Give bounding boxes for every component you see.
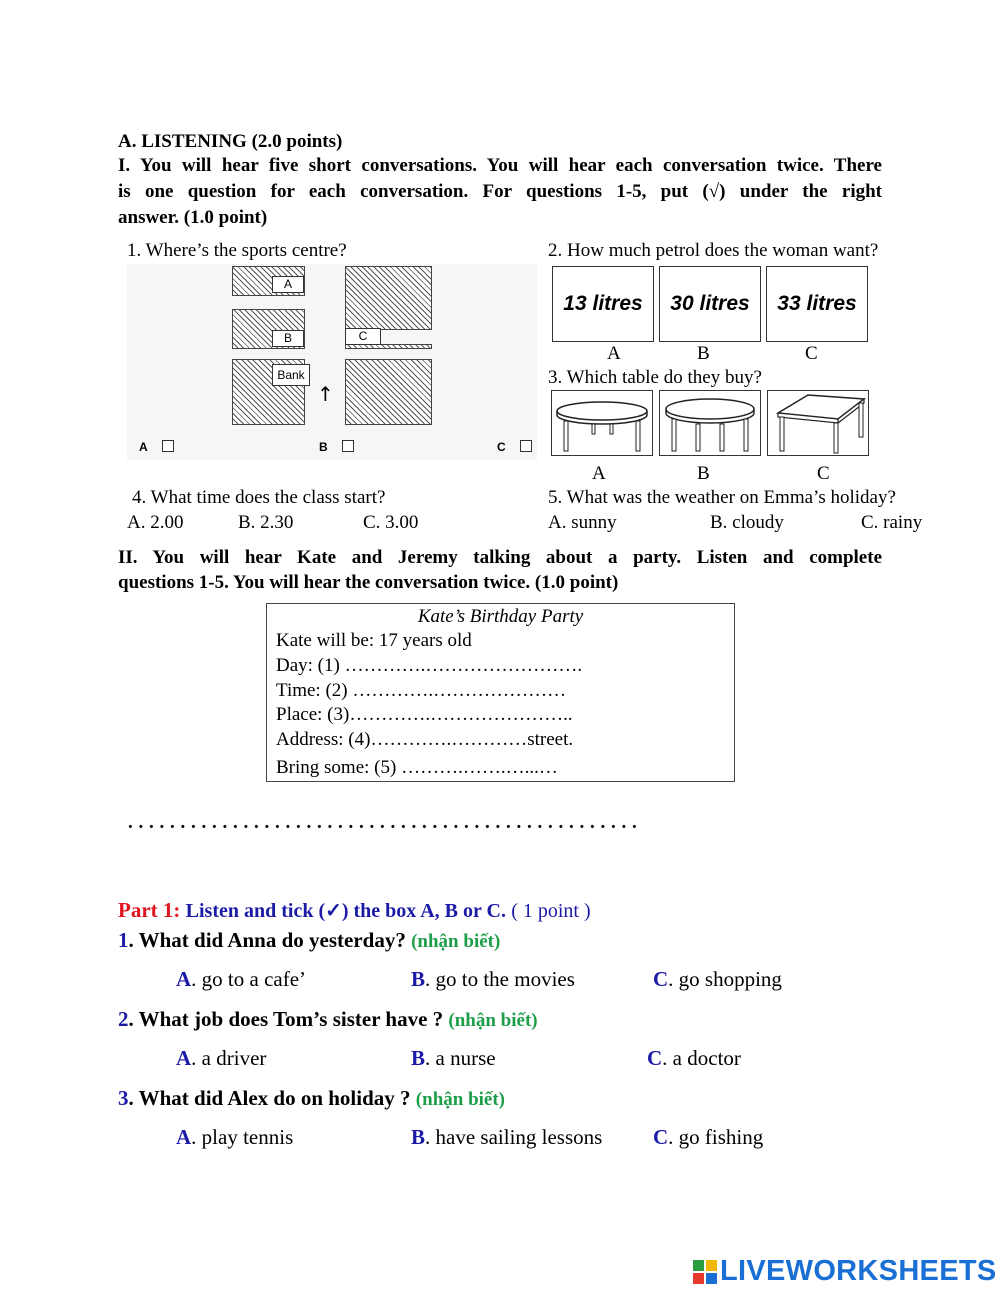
q1-option-a[interactable] [176, 967, 306, 992]
option-letter: C [653, 967, 669, 991]
option-letter: A [176, 967, 192, 991]
option-text: . a driver [191, 1046, 267, 1070]
table-option-b [659, 390, 761, 456]
q4-option-b: B. 2.30 [238, 512, 294, 533]
part1-question-2 [118, 1007, 538, 1032]
q1-option-b[interactable] [411, 967, 575, 992]
map-figure [127, 264, 537, 460]
question-text: . What job does Tom’s sister have ? [128, 1007, 444, 1031]
option-text: . go to the movies [425, 967, 575, 991]
party-info-box [266, 603, 735, 782]
checkbox-a[interactable] [162, 440, 174, 452]
part1-instruction: Listen and tick (✓) the box A, B or C. [185, 900, 506, 922]
section-title: A. LISTENING (2.0 points) [118, 131, 343, 152]
question-5: 5. What was the weather on Emma’s holiday? [548, 487, 896, 508]
q3-letter-c: C [817, 463, 830, 484]
option-text: . a nurse [425, 1046, 496, 1070]
separator-dots: . . . . . . . . . . . . . . . . . . . . . . . . . . . . . . . . . . . . . . . . . . . . . . . . . [128, 812, 638, 833]
option-33-litres: 33 litres [766, 266, 868, 342]
question-2: 2. How much petrol does the woman want? [548, 240, 879, 261]
option-letter: A [176, 1046, 192, 1070]
q3-letter-b: B [697, 463, 710, 484]
level-badge: (nhận biết) [448, 1010, 538, 1031]
brand-name: LIVEWORKSHEETS [720, 1255, 997, 1287]
part1-question-3 [118, 1086, 505, 1111]
question-1 [127, 240, 347, 262]
q2-option-a[interactable] [176, 1046, 266, 1071]
q1-option-c[interactable] [653, 967, 782, 992]
option-letter: A [176, 1125, 192, 1149]
q5-option-c: C. rainy [861, 512, 923, 533]
map-label-bank: Bank [272, 364, 310, 386]
table-option-a [551, 390, 653, 456]
map-block [345, 359, 432, 425]
level-badge: (nhận biết) [411, 931, 501, 952]
q2-option-c[interactable] [647, 1046, 741, 1071]
option-letter: C [647, 1046, 663, 1070]
liveworksheets-icon [692, 1259, 718, 1285]
q5-option-a: A. sunny [548, 512, 617, 533]
q3-option-b[interactable] [411, 1125, 602, 1150]
instructions-line2: is one question for each conversation. For questions 1-5, put (√) under the right [118, 181, 882, 202]
option-30-litres: 30 litres [659, 266, 761, 342]
q2-letter-a: A [607, 343, 621, 364]
checkbox-b[interactable] [342, 440, 354, 452]
party-title: Kate’s Birthday Party [417, 606, 584, 627]
question-3: 3. Which table do they buy? [548, 367, 762, 388]
part2-instructions-line1: II. You will hear Kate and Jeremy talking about a party. Listen and complete [118, 547, 882, 568]
map-label-b: B [272, 330, 304, 347]
question-text: . What did Anna do yesterday? [128, 928, 406, 952]
question-number: 2 [118, 1007, 129, 1031]
table-option-c [767, 390, 869, 456]
option-text: . go to a cafe’ [191, 967, 307, 991]
map-option-a: A [139, 440, 148, 454]
party-line-place[interactable]: Place: (3)………….………………….. [276, 704, 573, 725]
question-number: 3 [118, 1086, 129, 1110]
checkbox-c[interactable] [520, 440, 532, 452]
round-table-icon [552, 391, 652, 455]
part1-label: Part 1: [118, 898, 181, 922]
option-letter: C [653, 1125, 669, 1149]
part2-instructions-line2: questions 1-5. You will hear the conversation twice. (1.0 point) [118, 572, 619, 593]
instructions-line3: answer. (1.0 point) [118, 207, 268, 228]
liveworksheets-logo[interactable] [692, 1255, 997, 1288]
q3-option-c[interactable] [653, 1125, 763, 1150]
q4-option-a: A. 2.00 [127, 512, 184, 533]
party-line-address[interactable]: Address: (4)………….…………street. [276, 729, 574, 750]
question-4: 4. What time does the class start? [132, 487, 386, 508]
part1-header [118, 898, 591, 923]
option-13-litres: 13 litres [552, 266, 654, 342]
question-1-number: 1. [127, 240, 142, 261]
question-text: . What did Alex do on holiday ? [128, 1086, 411, 1110]
question-1-text: Where’s the sports centre? [145, 240, 347, 261]
square-table-icon [768, 391, 868, 455]
option-text: . go fishing [668, 1125, 764, 1149]
option-text: . play tennis [191, 1125, 294, 1149]
map-option-b: B [319, 440, 328, 454]
q3-letter-a: A [592, 463, 606, 484]
part1-points: ( 1 point ) [511, 900, 591, 922]
arrow-up-icon: ↑ [317, 382, 334, 406]
q5-option-b: B. cloudy [710, 512, 784, 533]
party-line-time[interactable]: Time: (2) ………….………………… [276, 680, 567, 701]
map-option-c: C [497, 440, 506, 454]
instructions-line1: I. You will hear five short conversations. You will hear each conversation twice. There [118, 155, 882, 176]
party-line-bring[interactable]: Bring some: (5) ……….…….…...… [276, 757, 558, 778]
option-text: . have sailing lessons [425, 1125, 603, 1149]
q2-letter-c: C [805, 343, 818, 364]
level-badge: (nhận biết) [415, 1089, 506, 1110]
option-letter: B [411, 1125, 426, 1149]
q4-option-c: C. 3.00 [363, 512, 419, 533]
q2-letter-b: B [697, 343, 710, 364]
option-letter: B [411, 1046, 426, 1070]
option-text: . a doctor [662, 1046, 741, 1070]
part1-question-1 [118, 928, 500, 953]
q2-option-b[interactable] [411, 1046, 496, 1071]
q3-option-a[interactable] [176, 1125, 293, 1150]
option-letter: B [411, 967, 426, 991]
map-label-a: A [272, 276, 304, 293]
party-line-day[interactable]: Day: (1) ………….……………………. [276, 655, 583, 676]
map-block [345, 266, 432, 330]
option-text: . go shopping [668, 967, 782, 991]
map-label-c: C [345, 328, 381, 345]
question-number: 1 [118, 928, 129, 952]
party-line-age: Kate will be: 17 years old [276, 630, 472, 651]
round-table-icon [660, 391, 760, 455]
